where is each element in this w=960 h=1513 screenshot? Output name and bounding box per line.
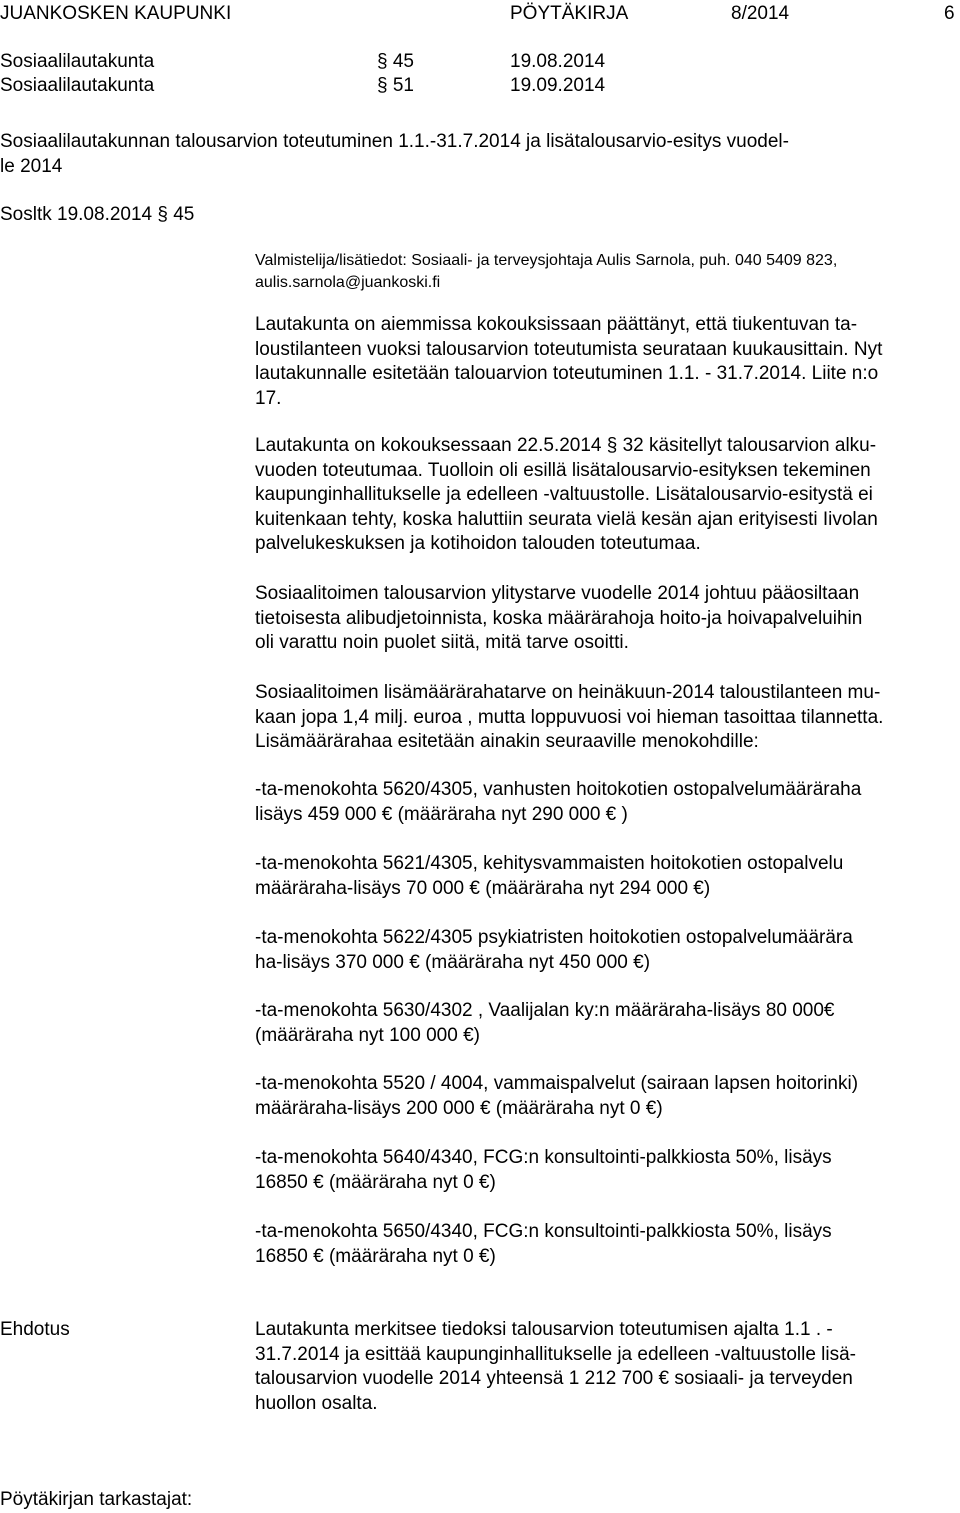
paragraph-line: lautakunnalle esitetään talouarvion toteutuminen 1.1. - 31.7.2014. Liite n:o bbox=[255, 363, 879, 385]
budget-item-line: -ta-menokohta 5621/4305, kehitysvammaisten hoitokotien ostopalvelu bbox=[255, 853, 844, 874]
budget-item-line: -ta-menokohta 5650/4340, FCG:n konsultointi-palkkiosta 50%, lisäys bbox=[255, 1221, 832, 1242]
paragraph-line: kaupunginhallitukselle ja edelleen -valtuustolle. Lisätalousarvio-esitystä ei bbox=[255, 484, 873, 506]
paragraph-line: Lautakunta on aiemmissa kokouksissaan päättänyt, että tiukentuvan ta- bbox=[255, 314, 858, 335]
proposal-line: Lautakunta merkitsee tiedoksi talousarvion toteutumisen ajalta 1.1 . - bbox=[255, 1319, 833, 1340]
paragraph-line: Lautakunta on kokouksessaan 22.5.2014 § 32 käsitellyt talousarvion alku- bbox=[255, 435, 877, 456]
agenda-title bbox=[0, 130, 789, 179]
preparer-line: aulis.sarnola@juankoski.fi bbox=[255, 274, 441, 291]
budget-item-line: -ta-menokohta 5630/4302 , Vaalijalan ky:n määräraha-lisäys 80 000€ bbox=[255, 1000, 835, 1021]
budget-item-line: määräraha-lisäys 200 000 € (määräraha nyt 0 €) bbox=[255, 1097, 663, 1119]
budget-item bbox=[255, 778, 861, 827]
budget-item-line: ha-lisäys 370 000 € (määräraha nyt 450 000 €) bbox=[255, 951, 651, 973]
paragraph-line: oli varattu noin puolet siitä, mitä tarve osoitti. bbox=[255, 632, 629, 654]
document-number: 8/2014 bbox=[731, 3, 790, 24]
proposal-text bbox=[255, 1318, 856, 1416]
meeting-body: Sosiaalilautakunta bbox=[0, 75, 155, 96]
budget-item-line: (määräraha nyt 100 000 €) bbox=[255, 1024, 480, 1046]
meeting-body: Sosiaalilautakunta bbox=[0, 51, 155, 72]
meeting-section: § 51 bbox=[377, 75, 414, 96]
proposal-line: talousarvion vuodelle 2014 yhteensä 1 212 700 € sosiaali- ja terveyden bbox=[255, 1368, 853, 1390]
budget-item bbox=[255, 1146, 832, 1195]
budget-item bbox=[255, 1220, 832, 1269]
budget-item bbox=[255, 999, 835, 1048]
meeting-section: § 45 bbox=[377, 51, 414, 72]
paragraph bbox=[255, 681, 883, 755]
paragraph bbox=[255, 582, 862, 656]
paragraph-line: palvelukeskuksen ja kotihoidon talouden toteutumaa. bbox=[255, 533, 701, 555]
budget-item-line: lisäys 459 000 € (määräraha nyt 290 000 € ) bbox=[255, 803, 628, 825]
budget-item-line: -ta-menokohta 5622/4305 psykiatristen hoitokotien ostopalvelumäärära bbox=[255, 927, 853, 948]
paragraph-line: Sosiaalitoimen lisämäärärahatarve on heinäkuun-2014 taloustilanteen mu- bbox=[255, 682, 881, 703]
budget-item bbox=[255, 1072, 858, 1121]
meeting-date: 19.09.2014 bbox=[510, 75, 606, 96]
proposal-line: 31.7.2014 ja esittää kaupunginhallitukselle ja edelleen -valtuustolle lisä- bbox=[255, 1343, 857, 1365]
preparer-info bbox=[255, 250, 837, 294]
meeting-date: 19.08.2014 bbox=[510, 51, 606, 72]
paragraph bbox=[255, 313, 882, 411]
budget-item-line: määräraha-lisäys 70 000 € (määräraha nyt 294 000 €) bbox=[255, 877, 711, 899]
title-line: Sosiaalilautakunnan talousarvion toteutuminen 1.1.-31.7.2014 ja lisätalousarvio-esitys vuodel- bbox=[0, 131, 789, 152]
paragraph-line: Sosiaalitoimen talousarvion ylitystarve vuodelle 2014 johtuu pääosiltaan bbox=[255, 583, 860, 604]
document-type: PÖYTÄKIRJA bbox=[510, 3, 629, 24]
budget-item-line: 16850 € (määräraha nyt 0 €) bbox=[255, 1245, 496, 1267]
proposal-label: Ehdotus bbox=[0, 1319, 70, 1340]
paragraph-line: tietoisesta alibudjetoinnista, koska määrärahoja hoito-ja hoivapalveluihin bbox=[255, 607, 863, 629]
paragraph-line: vuoden toteutumaa. Tuolloin oli esillä lisätalousarvio-esityksen tekeminen bbox=[255, 459, 871, 481]
paragraph-line: kuitenkaan tehty, koska haluttiin seurata vielä kesän ajan erityisesti Iivolan bbox=[255, 508, 878, 530]
preparer-line: Valmistelija/lisätiedot: Sosiaali- ja terveysjohtaja Aulis Sarnola, puh. 040 5409 823, bbox=[255, 252, 838, 269]
paragraph-line: 17. bbox=[255, 387, 282, 409]
budget-item bbox=[255, 926, 853, 975]
proposal-line: huollon osalta. bbox=[255, 1392, 378, 1414]
paragraph bbox=[255, 434, 878, 557]
page-number: 6 bbox=[944, 3, 955, 24]
previous-reference: Sosltk 19.08.2014 § 45 bbox=[0, 204, 195, 225]
organization-name: JUANKOSKEN KAUPUNKI bbox=[0, 3, 232, 24]
budget-item-line: -ta-menokohta 5620/4305, vanhusten hoitokotien ostopalvelumääräraha bbox=[255, 779, 862, 800]
paragraph-line: loustilanteen vuoksi talousarvion toteutumista seurataan kuukausittain. Nyt bbox=[255, 338, 883, 360]
title-line: le 2014 bbox=[0, 155, 63, 177]
paragraph-line: Lisämäärärahaa esitetään ainakin seuraaville menokohdille: bbox=[255, 731, 759, 753]
budget-item-line: 16850 € (määräraha nyt 0 €) bbox=[255, 1171, 496, 1193]
budget-item-line: -ta-menokohta 5520 / 4004, vammaispalvelut (sairaan lapsen hoitorinki) bbox=[255, 1073, 859, 1094]
budget-item-line: -ta-menokohta 5640/4340, FCG:n konsultointi-palkkiosta 50%, lisäys bbox=[255, 1147, 832, 1168]
budget-item bbox=[255, 852, 843, 901]
reviewers-label: Pöytäkirjan tarkastajat: bbox=[0, 1489, 193, 1510]
paragraph-line: kaan jopa 1,4 milj. euroa , mutta loppuvuosi voi hieman tasoittaa tilannetta. bbox=[255, 706, 884, 728]
